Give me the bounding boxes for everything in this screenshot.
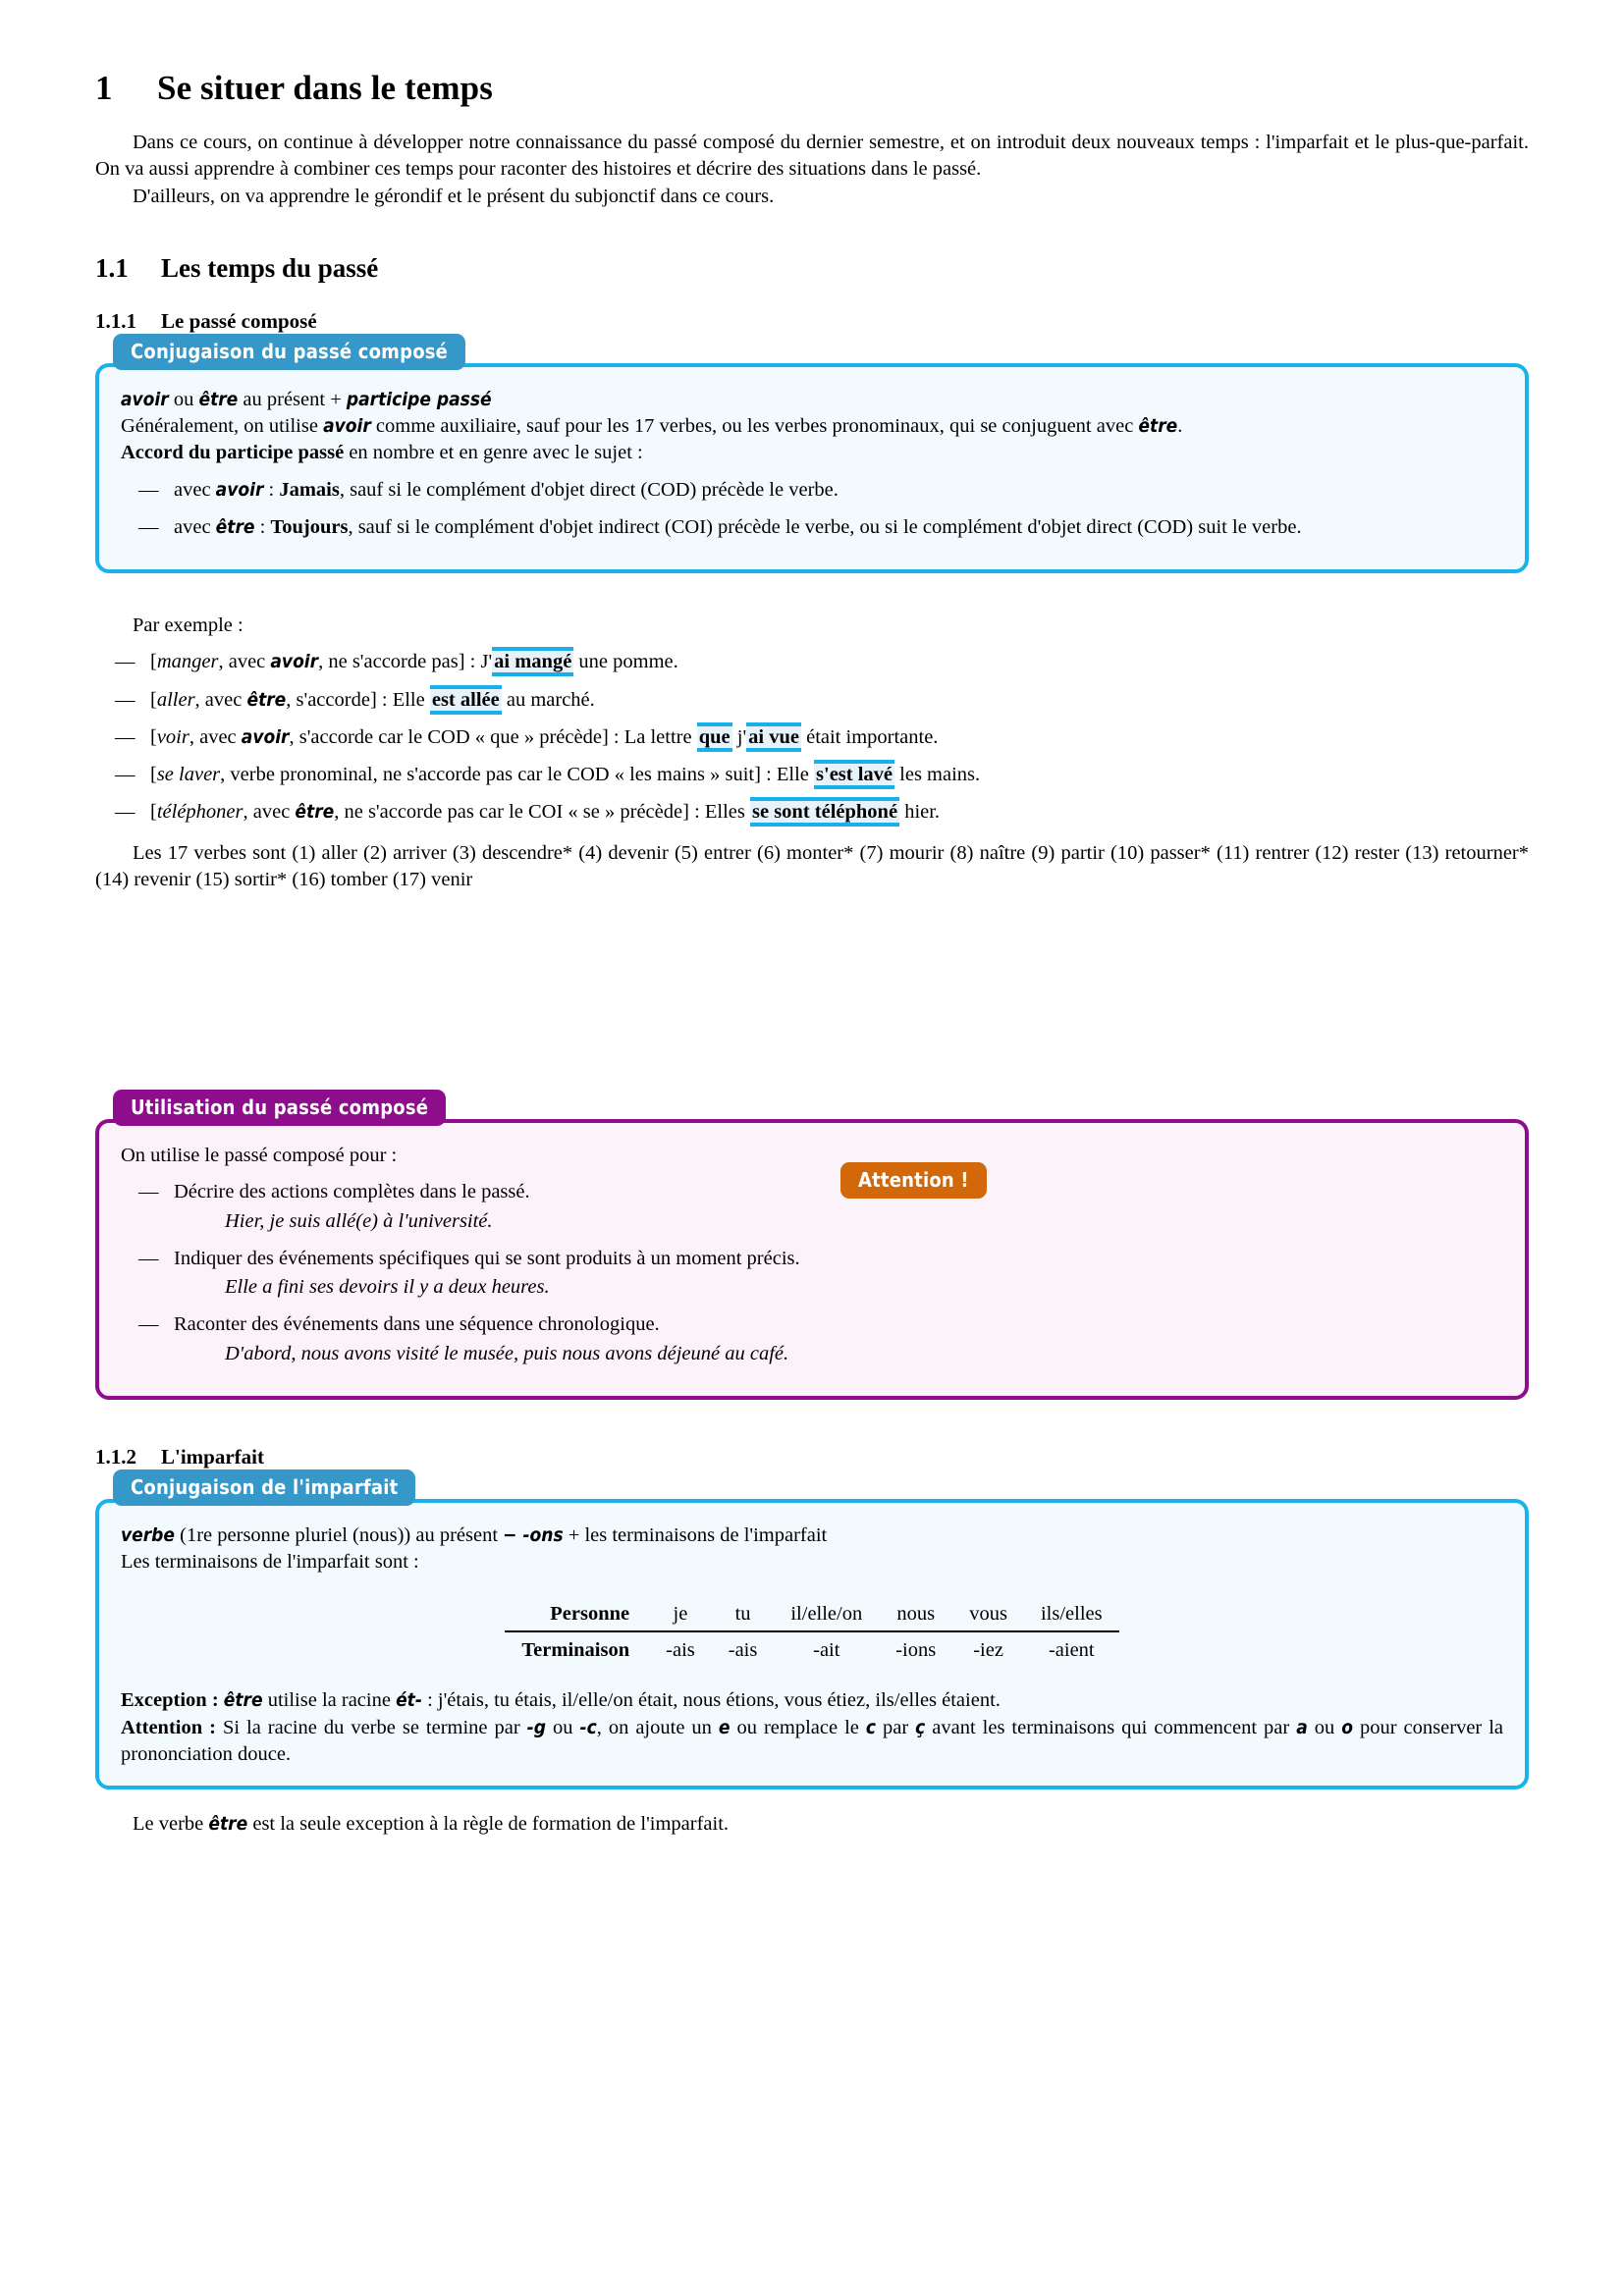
imparfait-lead: Les terminaisons de l'imparfait sont : [121,1551,419,1573]
example-verb: se laver [156,764,221,785]
imparfait-exception [121,1687,1503,1714]
table-cell-ending: -ait [813,1639,840,1662]
example-bracket-a: , avec [189,725,242,748]
intro-paragraph-2: D'ailleurs, on va apprendre le gérondif et le présent du subjonctif dans ce cours. [133,185,775,207]
examples-lead: Par exemple : [133,614,244,636]
subsubsection-title: L'imparfait [161,1444,264,1468]
examples-list [95,649,1529,826]
usage-example: Elle a fini ses devoirs il y a deux heures. [225,1276,550,1298]
subsubsection-heading-passe-compose [95,309,1529,334]
table-cell-ending: -ais [666,1639,695,1662]
example-tail: au marché. [501,688,595,711]
attn-letter-c2: c [865,1716,876,1738]
subsection-heading [95,253,1529,284]
keyword-avoir: avoir [323,415,371,437]
example-verb: voir [156,725,189,748]
list-item [121,514,1503,541]
exception-text-b: : j'étais, tu étais, il/elle/on était, nous étions, vous étiez, ils/elles étaient. [421,1689,1001,1712]
example-verb: téléphoner [156,801,244,824]
attn-letter-g: -g [526,1716,547,1738]
box-body [95,1499,1529,1789]
list-item [121,1246,1503,1302]
example-mid: j' [731,725,747,748]
example-bracket: [se laver, verbe pronominal, ne s'accorde pas car le COD « les mains » suit] [150,764,761,785]
box-conjugaison-imparfait [95,1474,1529,1789]
formula-text-a: (1re personne pluriel (nous)) au présent [175,1523,504,1546]
item-sep: : [254,515,271,538]
formula-minus-ons: − -ons [503,1523,564,1546]
attn-ou-1: ou [546,1716,580,1738]
table-cell-person: nous [896,1603,936,1626]
attn-text-c: ou remplace le [730,1716,866,1738]
example-highlight: s'est lavé [814,760,894,789]
list-item [121,1179,1503,1235]
example-highlight: se sont téléphoné [750,797,899,827]
usage-text: Décrire des actions complètes dans le passé. [174,1181,530,1203]
example-aux: avoir [241,725,290,748]
item-sep: : [263,478,280,501]
example-verb: aller [156,688,195,711]
subsection-title: Les temps du passé [161,252,379,283]
example-bracket-a: , avec [194,688,247,711]
exception-label: Exception : [121,1689,219,1712]
attn-ou-2: ou [1307,1716,1342,1738]
example-bracket-b: , ne s'accorde pas [318,651,459,673]
attn-letter-o: o [1341,1716,1354,1738]
section-number: 1 [95,69,113,107]
box-title: Utilisation du passé composé [113,1090,446,1126]
exception-keyword-etre: être [223,1689,263,1712]
table-cell-ending: -ions [895,1639,937,1662]
table-cell-person: tu [734,1603,751,1626]
table-cell-person: ils/elles [1040,1603,1103,1626]
liste-17-verbes: Les 17 verbes sont (1) aller (2) arriver (3) descendre* (4) devenir (5) entrer (6) monter* (7) mourir (8) naître (9) partir (10) passer* (11) rentrer (12) rester (13) retourner* (14) revenir (15) sortir* (16) tomber (17) venir [95,841,1529,890]
text-part-a: Généralement, on utilise [121,415,324,437]
example-bracket: [manger, avec avoir, ne s'accorde pas] [150,651,465,673]
accord-rules-list [121,477,1503,542]
formula-verbe: verbe [121,1523,176,1546]
box-title: Conjugaison du passé composé [113,334,465,370]
utilisation-list [121,1179,1503,1367]
formula-participe-passe: participe passé [346,388,492,410]
example-bracket-a: , avec [243,801,296,824]
table-cell-ending: -ais [728,1639,758,1662]
table-cell-person: il/elle/on [790,1603,863,1626]
box-conjugaison-passe-compose [95,339,1529,573]
subsubsection-number: 1.1.2 [95,1444,136,1468]
example-bracket-b: , s'accorde car le COD « que » précède [289,725,602,748]
list-item [121,1311,1503,1367]
imparfait-attention [121,1715,1503,1769]
item-emphasis: Jamais [279,478,340,501]
item-keyword: avoir [215,478,264,501]
item-tail: , sauf si le complément d'objet indirect (COI) précède le verbe, ou si le complément d'objet direct (COD) suit le verbe. [348,515,1302,538]
intro-paragraph-1: Dans ce cours, on continue à développer notre connaissance du passé composé du dernier semestre, et on introduit deux nouveaux temps : l'imparfait et le plus-que-parfait. On va aussi apprendre à combiner ces temps pour raconter des histoires et décrire des situations dans le passé. [95,132,1529,181]
attn-letter-a: a [1296,1716,1308,1738]
list-item [95,687,1529,714]
example-tail: une pomme. [573,651,678,673]
example-bracket-b: , verbe pronominal, ne s'accorde pas car le COD « les mains » suit [220,764,755,785]
example-verb: manger [156,651,219,673]
usage-text: Raconter des événements dans une séquence chronologique. [174,1313,660,1336]
attn-text-f: pour conserver la prononciation douce. [121,1716,1504,1765]
attn-letter-e: e [718,1716,731,1738]
usage-example: Hier, je suis allé(e) à l'université. [225,1209,493,1232]
example-tail: était importante. [800,725,939,748]
item-tail: , sauf si le complément d'objet direct (COD) précède le verbe. [339,478,839,501]
example-bracket: [voir, avec avoir, s'accorde car le COD « que » précède] [150,725,609,748]
section-title: Se situer dans le temps [157,69,493,107]
attn-letter-cedilla: ç [915,1716,926,1738]
table-row [505,1632,1118,1664]
example-tail: les mains. [894,764,981,785]
example-after: : La lettre [608,725,697,748]
table-terminaisons-imparfait [505,1601,1118,1664]
attn-text-a: Si la racine du verbe se termine par [215,1716,527,1738]
table-row [505,1601,1118,1630]
accord-rest: en nombre et en genre avec le sujet : [344,442,643,464]
attn-text-b: , on ajoute un [596,1716,719,1738]
item-prefix: avec [174,478,216,501]
subsubsection-title: Le passé composé [161,308,317,333]
example-bracket-b: , ne s'accorde pas car le COI « se » précède [334,801,683,824]
example-aux: être [246,688,287,711]
formula-avoir: avoir [121,388,169,410]
table-cell-ending: -iez [973,1639,1003,1662]
example-after: : Elle [760,764,815,785]
list-item [121,477,1503,504]
example-bracket: [aller, avec être, s'accorde] [150,688,377,711]
list-item [95,724,1529,751]
closing-text-b: est la seule exception à la règle de formation de l'imparfait. [247,1813,730,1835]
example-bracket-b: , s'accorde [286,688,370,711]
text-part-c: . [1177,415,1183,437]
example-aux: être [295,801,335,824]
usage-example: D'abord, nous avons visité le musée, puis nous avons déjeuné au café. [225,1342,789,1364]
item-prefix: avec [174,515,216,538]
usage-text: Indiquer des événements spécifiques qui se sont produits à un moment précis. [174,1247,800,1269]
accord-label: Accord du participe passé [121,442,345,464]
exception-racine: ét- [396,1689,422,1712]
attention-label: Attention : [121,1716,216,1738]
utilisation-lead: On utilise le passé composé pour : [121,1145,398,1166]
list-item [95,799,1529,826]
table-row-label-personne: Personne [550,1603,630,1626]
example-bracket: [téléphoner, avec être, ne s'accorde pas car le COI « se » précède] [150,801,689,824]
example-highlight: est allée [430,685,502,715]
attn-text-d: par [876,1716,916,1738]
formula-passe-compose [121,387,1503,413]
example-after: : Elle [376,688,430,711]
subsubsection-number: 1.1.1 [95,308,136,333]
list-item [95,649,1529,675]
box-paragraph-auxiliaire [121,413,1503,440]
attn-letter-c: -c [579,1716,597,1738]
closing-paragraph [95,1811,1529,1838]
box-utilisation-passe-compose [95,1095,1529,1400]
example-highlight: ai mangé [492,647,573,676]
example-tail: hier. [899,801,941,824]
example-highlight: que [697,722,732,752]
formula-middle: au présent + [238,388,347,410]
box-paragraph-accord [121,440,1503,466]
formula-ou: ou [168,388,199,410]
closing-text-a: Le verbe [133,1813,209,1835]
item-keyword: être [215,515,255,538]
exception-text-a: utilise la racine [262,1689,397,1712]
keyword-etre: être [1138,415,1178,437]
subsection-number: 1.1 [95,252,129,283]
subsubsection-heading-imparfait [95,1445,1529,1469]
section-heading [95,69,1529,108]
list-item [95,762,1529,788]
table-row-label-terminaison: Terminaison [521,1639,630,1662]
example-highlight-2: ai vue [746,722,801,752]
table-cell-person: vous [969,1603,1007,1626]
box-title: Attention ! [840,1162,987,1199]
example-aux: avoir [270,651,319,673]
item-emphasis: Toujours [270,515,349,538]
formula-imparfait [121,1522,1503,1549]
formula-text-b: + les terminaisons de l'imparfait [563,1523,828,1546]
formula-etre: être [198,388,239,410]
closing-keyword-etre: être [208,1813,248,1835]
example-after: : Elles [688,801,750,824]
text-part-b: comme auxiliaire, sauf pour les 17 verbes, ou les verbes pronominaux, qui se conjuguent avec [370,415,1139,437]
table-cell-ending: -aient [1048,1639,1095,1662]
attn-text-e: avant les terminaisons qui commencent par [925,1716,1297,1738]
box-body [95,363,1529,573]
box-title: Conjugaison de l'imparfait [113,1469,415,1506]
example-bracket-a: , avec [218,651,271,673]
example-after: : J' [464,651,493,673]
box-body [95,1119,1529,1400]
table-cell-person: je [673,1603,688,1626]
